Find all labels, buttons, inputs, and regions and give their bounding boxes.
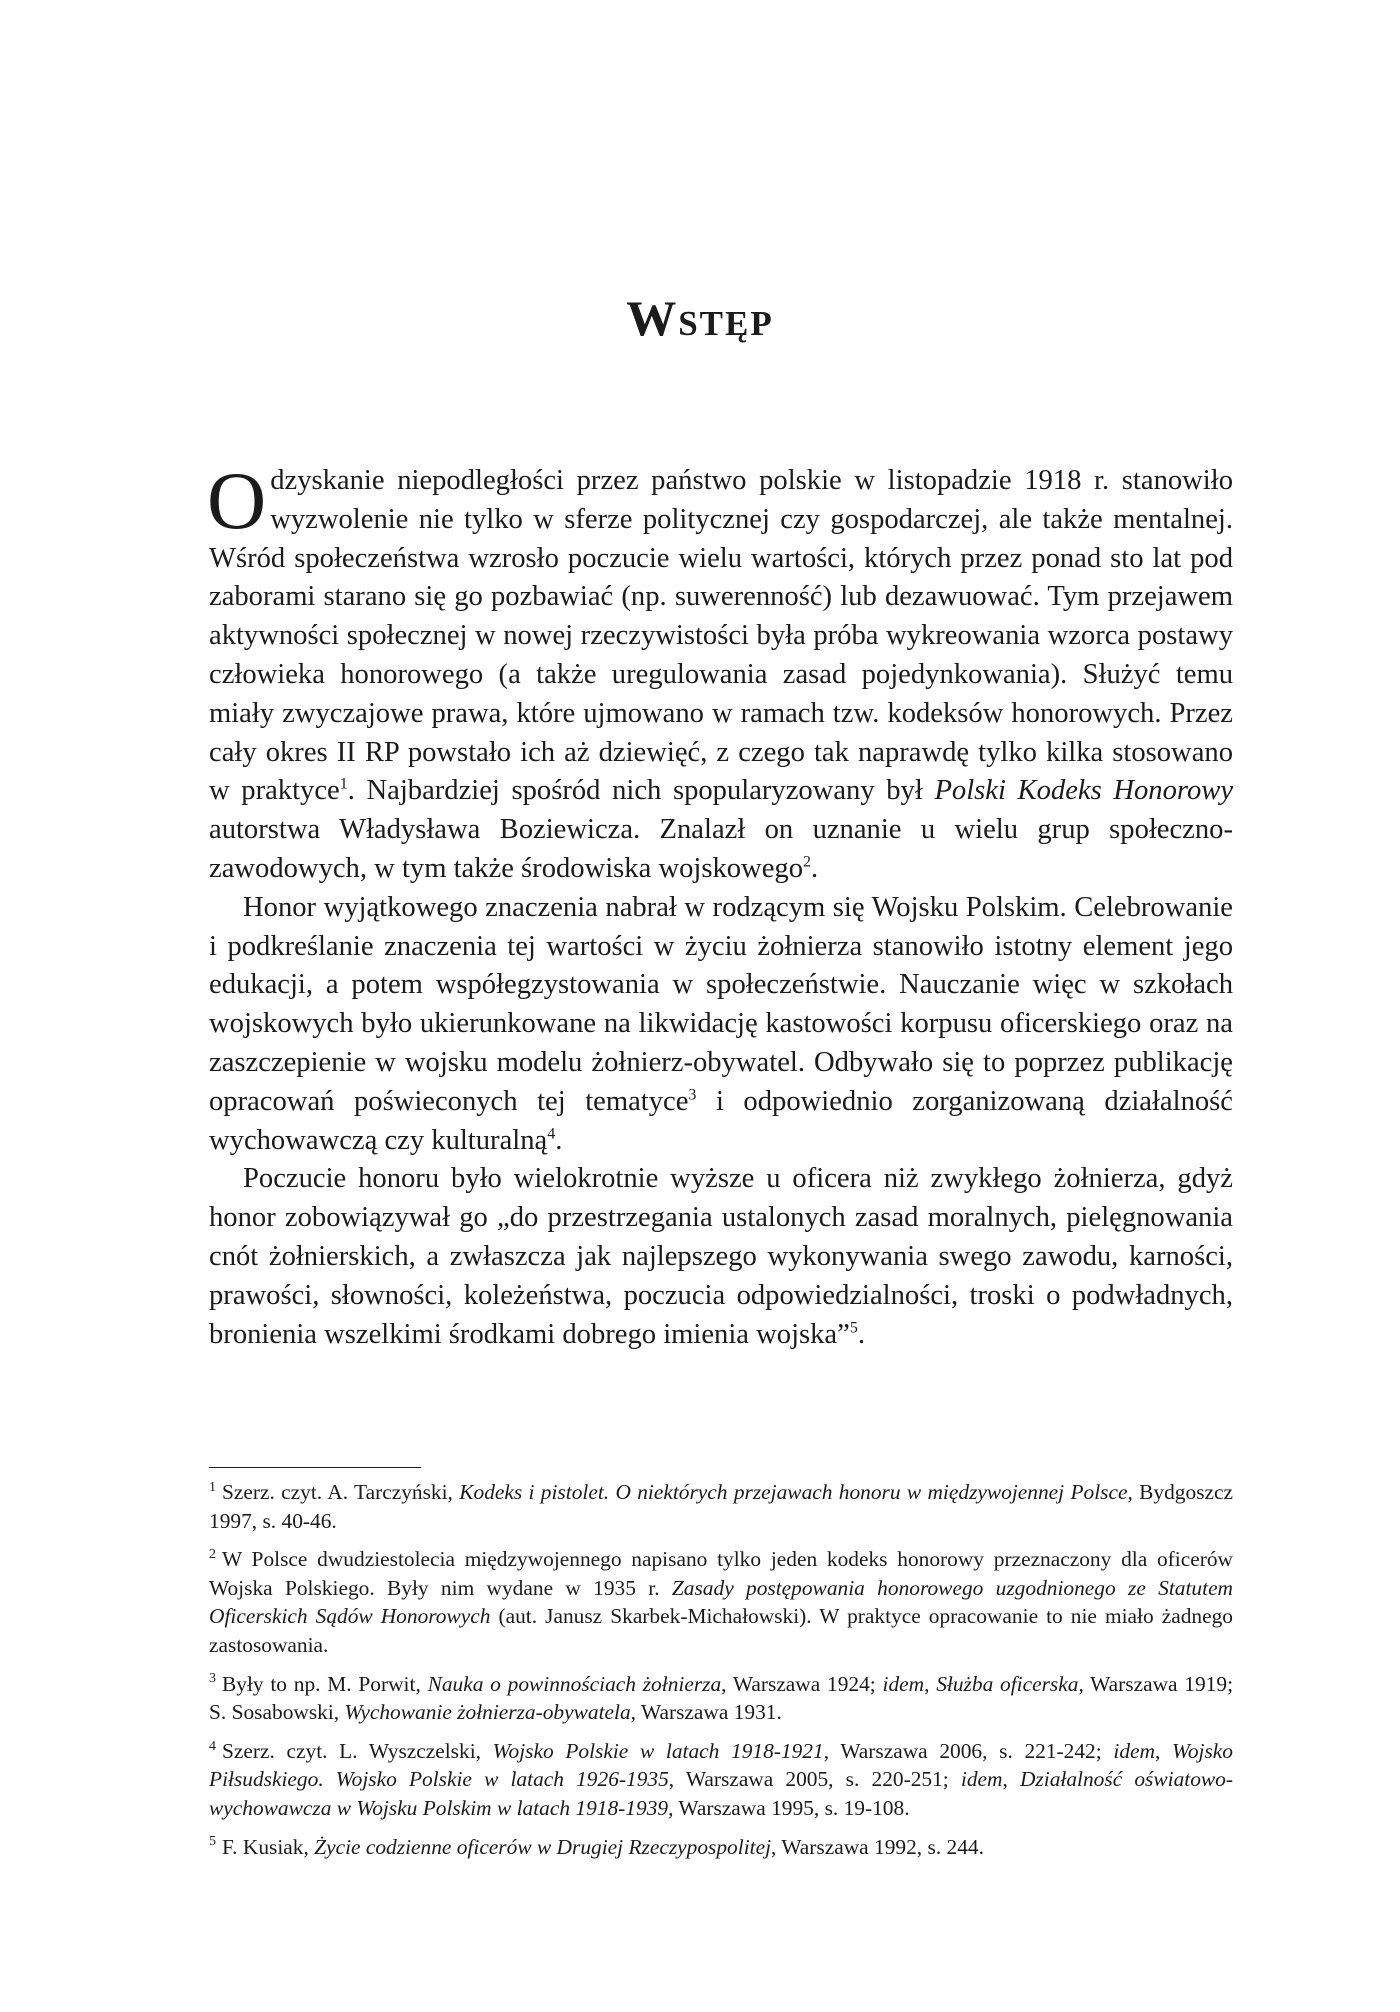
footnote-5 [209,1833,1233,1862]
footnote-text: Były to np. M. Porwit, [222,1671,428,1696]
footnote-2 [209,1545,1233,1659]
chapter-title: Wstęp [626,290,774,346]
footnote-4 [209,1737,1233,1823]
main-text [207,455,1234,1354]
paragraph-1-text-b: . Najbardziej spośród nich spopularyzowany był [347,775,935,807]
footnote-text: , [1154,1738,1172,1763]
footnote-text: (aut. Janusz Skarbek-Michałowski). W praktyce opracowanie to nie miało żadnego zastosowania. [209,1604,1233,1657]
drop-cap: O [207,455,267,546]
footnote-italic: idem [1113,1738,1155,1763]
footnote-text: F. Kusiak, [222,1834,315,1859]
footnote-number: 5 [209,1834,216,1850]
footnote-number: 2 [209,1547,216,1563]
paragraph-2 [209,889,1233,1161]
footnote-number: 3 [209,1671,216,1687]
paragraph-1-text-c: autorstwa Władysława Boziewicza. Znalazł on uznanie u wielu grup społeczno-zawodowych, w tym także środowiska wojskowego [209,814,1233,884]
footnote-italic: Służba oficerska [936,1671,1079,1696]
footnote-italic: Działalność oświatowo-wychowawcza w Wojsku Polskim w latach 1918-1939, [209,1767,1233,1820]
footnote-divider [209,1467,421,1468]
footnote-ref-2[interactable]: 2 [803,853,811,871]
footnote-text: , Warszawa 2006, s. 221-242; [823,1738,1114,1763]
footnote-text: , Warszawa 1924; [721,1671,883,1696]
footnote-italic: Życie codzienne oficerów w Drugiej Rzeczypospolitej [314,1834,772,1859]
footnote-text: Szerz. czyt. A. Tarczyński, [222,1480,460,1504]
paragraph-3-text-a: Poczucie honoru było wielokrotnie wyższe u oficera niż zwykłego żołnierza, gdyż honor zobowiązywał go „do przestrzegania ustalonych zasad moralnych, pielęgnowania cnót żołnierskich, a zwłaszcza jak najlepszego wykonywania swego zawodu, karności, prawości, słowności, koleżeństwa, poczucia odpowiedzialności, troski o podwładnych, bronienia wszelkimi środkami dobrego imienia wojska” [209,1163,1233,1350]
footnote-text: , [924,1671,937,1696]
footnote-italic: Zasady postępowania honorowego uzgodnionego ze Statutem Oficerskich Sądów Honorowych [209,1575,1234,1629]
footnote-ref-1[interactable]: 1 [339,775,348,793]
footnote-italic: Wychowanie żołnierza-obywatela [344,1700,631,1725]
footnote-text: , Warszawa 1992, s. 244. [771,1834,984,1859]
footnote-text: Szerz. czyt. L. Wyszczelski, [222,1738,493,1763]
footnote-text: , [1002,1767,1020,1792]
footnote-number: 1 [209,1479,216,1495]
footnote-italic: idem [960,1767,1003,1792]
footnotes [209,1478,1233,1871]
paragraph-1-text-a: dzyskanie niepodległości przez państwo polskie w listopadzie 1918 r. stanowiło wyzwolenie nie tylko w sferze politycznej czy gospodarczej, ale także mentalnej. Wśród społeczeństwa wzrosło poczucie wielu wartości, których przez ponad sto lat pod zaborami starano się go pozbawiać (np. suwerenność) lub dezawuować. Tym przejawem aktywności społecznej w nowej rzeczywistości była próba wykreowania wzorca postawy człowieka honorowego (a także uregulowania zasad pojedynkowania). Służyć temu miały zwyczajowe prawa, które ujmowano w ramach tzw. kodeksów honorowych. Przez cały okres II RP powstało ich aż dziewięć, z czego tak naprawdę tylko kilka stosowano w praktyce [209,465,1233,807]
paragraph-3-text-b: . [857,1318,865,1350]
footnote-text: W Polsce dwudziestolecia międzywojennego napisano tylko jeden kodeks honorowy przeznaczony dla oficerów Wojska Polskiego. Były nim wydane w 1935 r. [209,1547,1233,1600]
footnote-number: 4 [209,1738,216,1754]
footnote-1 [209,1478,1233,1535]
footnote-text: , Warszawa 1931. [630,1700,782,1725]
paragraph-2-text-c: . [555,1124,563,1156]
book-title-polski-kodeks: Polski Kodeks Honorowy [934,775,1234,807]
footnote-italic: Wojsko Piłsudskiego. Wojsko Polskie w latach 1926-1935 [209,1738,1233,1792]
footnote-ref-3[interactable]: 3 [688,1086,697,1104]
footnote-ref-4[interactable]: 4 [547,1125,556,1143]
paragraph-2-text-b: i odpowiednio zorganizowaną działalność wychowawczą czy kulturalną [209,1085,1233,1156]
paragraph-3 [209,1160,1233,1354]
footnote-text: , Warszawa 2005, s. 220-251; [668,1767,961,1792]
footnote-italic: idem [882,1671,925,1696]
footnote-ref-5[interactable]: 5 [849,1319,858,1336]
footnote-text: , Warszawa 1919; S. Sosabowski, [209,1671,1234,1725]
footnote-italic: Wojsko Polskie w latach 1918-1921 [492,1738,824,1763]
paragraph-1 [207,455,1234,889]
footnote-italic: Kodeks i pistolet. O niektórych przejawach honoru w międzywojennej Polsce [459,1480,1128,1504]
paragraph-1-text-d: . [811,852,819,884]
footnote-italic: Nauka o powinnościach żołnierza [427,1671,722,1696]
paragraph-2-text-a: Honor wyjątkowego znaczenia nabrał w rodzącym się Wojsku Polskim. Celebrowanie i podkreślanie znaczenia tej wartości w życiu żołnierza stanowiło istotny element jego edukacji, a potem współegzystowania w społeczeństwie. Nauczanie więc w szkołach wojskowych było ukierunkowane na likwidację kastowości korpusu oficerskiego oraz na zaszczepienie w wojsku modelu żołnierz-obywatel. Odbywało się to poprzez publikację opracowań poświeconych tej tematyce [209,891,1233,1117]
footnote-3 [209,1670,1233,1727]
footnote-text: , Bydgoszcz 1997, s. 40-46. [209,1480,1233,1533]
footnote-text: Warszawa 1995, s. 19-108. [673,1795,910,1820]
